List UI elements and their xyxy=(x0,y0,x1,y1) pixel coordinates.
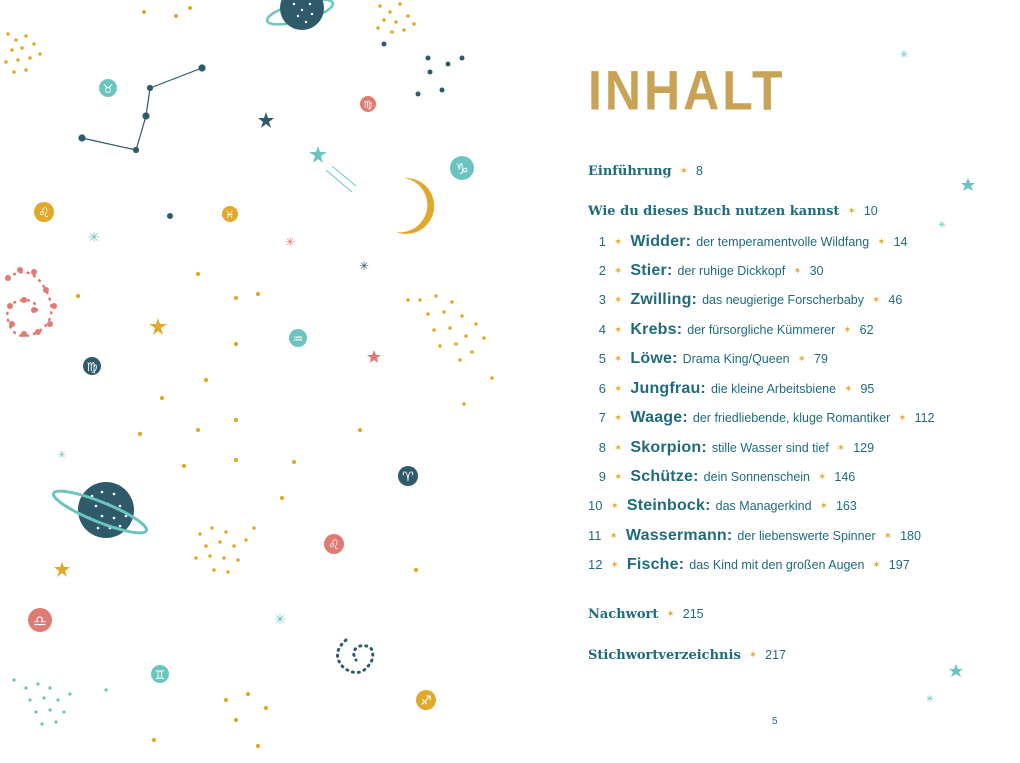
separator-star-icon: ✶ xyxy=(871,295,881,306)
sign-number: 6 xyxy=(598,381,606,396)
svg-text:✳: ✳ xyxy=(57,450,67,461)
toc-entry-title: Einführung xyxy=(588,164,672,179)
sign-description: der ruhige Dickkopf xyxy=(677,264,786,278)
sign-description: der friedliebende, kluge Romantiker xyxy=(692,411,891,425)
sparkle-icon: ✳ xyxy=(925,694,935,705)
taurus-icon xyxy=(99,79,117,97)
libra-icon xyxy=(28,608,52,632)
sign-name: Wassermann: xyxy=(625,527,733,544)
toc-entry-title: Stichwortverzeichnis xyxy=(588,648,741,663)
constellation xyxy=(79,65,205,153)
sparkle-icon: ✳ xyxy=(937,220,947,231)
planet-top xyxy=(265,0,335,30)
toc-entry-page: 8 xyxy=(696,164,703,178)
sign-number: 9 xyxy=(598,469,606,484)
svg-text:♌: ♌ xyxy=(328,538,340,553)
sign-description: stille Wasser sind tief xyxy=(711,441,829,455)
toc-entry-sign[interactable] xyxy=(588,556,910,574)
sign-description: das neugierige Forscherbaby xyxy=(702,293,864,307)
toc-entry-page: 46 xyxy=(888,293,903,307)
toc-entry-page: 215 xyxy=(682,607,704,621)
svg-text:♓: ♓ xyxy=(225,210,235,221)
planet-large xyxy=(50,482,150,540)
sign-name: Steinbock: xyxy=(626,497,711,514)
separator-star-icon: ✶ xyxy=(614,413,623,424)
star-icon xyxy=(54,562,70,577)
leo-icon xyxy=(324,534,344,554)
small-dots xyxy=(167,213,238,300)
svg-text:♎: ♎ xyxy=(33,612,47,630)
toc-entry-page: 95 xyxy=(860,382,875,396)
sign-name: Krebs: xyxy=(630,321,683,338)
separator-star-icon: ✶ xyxy=(836,443,846,454)
toc-entry-sign[interactable] xyxy=(594,291,902,309)
svg-text:♊: ♊ xyxy=(154,668,166,682)
sign-number: 4 xyxy=(598,322,606,337)
toc-entry-stichwortverzeichnis[interactable] xyxy=(588,648,786,663)
separator-star-icon: ✶ xyxy=(610,501,619,512)
sign-name: Skorpion: xyxy=(630,439,707,456)
separator-star-icon: ✶ xyxy=(844,384,853,395)
separator-star-icon: ✶ xyxy=(819,501,828,512)
moon-icon xyxy=(396,178,434,234)
separator-star-icon: ✶ xyxy=(877,237,886,248)
sign-name: Stier: xyxy=(630,262,673,279)
aquarius-icon xyxy=(289,329,307,347)
separator-star-icon: ✶ xyxy=(609,531,618,542)
sign-name: Fische: xyxy=(626,556,685,573)
toc-heading: INHALT xyxy=(588,59,786,122)
star-icon xyxy=(258,112,274,128)
toc-entry-buch-nutzen[interactable] xyxy=(588,204,878,219)
toc-entry-page: 146 xyxy=(834,470,856,484)
sign-number: 5 xyxy=(598,351,606,366)
svg-text:✳: ✳ xyxy=(284,235,296,249)
sign-number: 8 xyxy=(598,440,606,455)
dot-cluster-center xyxy=(194,526,256,574)
capricorn-icon xyxy=(450,156,474,180)
toc-entry-sign[interactable] xyxy=(594,321,874,339)
star-icon xyxy=(961,178,975,191)
sign-name: Waage: xyxy=(630,409,688,426)
sparkle-icon: ✳ xyxy=(899,48,909,61)
toc-entry-page: 30 xyxy=(809,264,824,278)
sign-number: 10 xyxy=(588,498,603,513)
sign-description: Drama King/Queen xyxy=(682,352,790,366)
sign-number: 3 xyxy=(598,292,606,307)
sign-number: 7 xyxy=(598,410,606,425)
sign-name: Schütze: xyxy=(630,468,699,485)
separator-star-icon: ✶ xyxy=(872,560,881,571)
toc-entry-page: 112 xyxy=(914,411,935,425)
separator-star-icon: ✶ xyxy=(818,472,827,483)
sign-description: das Managerkind xyxy=(715,499,812,513)
sign-description: der liebenswerte Spinner xyxy=(737,529,876,543)
toc-entry-page: 14 xyxy=(893,235,908,249)
svg-text:✳: ✳ xyxy=(358,259,370,273)
star-icon xyxy=(367,350,381,363)
dot-cluster-teal xyxy=(12,678,107,725)
toc-entry-nachwort[interactable] xyxy=(588,607,704,622)
pisces-icon xyxy=(222,206,238,222)
separator-star-icon: ✶ xyxy=(666,609,675,620)
svg-text:♑: ♑ xyxy=(455,160,469,178)
svg-text:♒: ♒ xyxy=(292,332,304,346)
toc-entry-sign[interactable] xyxy=(594,233,908,251)
separator-star-icon: ✶ xyxy=(614,295,623,306)
toc-entry-page: 180 xyxy=(900,529,921,543)
sign-description: dein Sonnenschein xyxy=(703,470,811,484)
toc-entry-page: 10 xyxy=(863,204,878,218)
dot-cluster-top-center xyxy=(376,2,416,34)
toc-entry-title: Nachwort xyxy=(588,607,659,622)
star-icon xyxy=(949,664,963,677)
separator-star-icon: ✶ xyxy=(883,531,893,542)
separator-star-icon: ✶ xyxy=(679,166,689,177)
sign-number: 2 xyxy=(598,263,606,278)
separator-star-icon: ✶ xyxy=(843,325,852,336)
spiral-coral xyxy=(5,267,57,337)
dot-cluster-top-left xyxy=(4,6,192,74)
sign-number: 12 xyxy=(588,557,603,572)
svg-text:♐: ♐ xyxy=(420,694,432,709)
toc-entry-page: 197 xyxy=(888,558,910,572)
toc-entry-page: 79 xyxy=(814,352,828,366)
separator-star-icon: ✶ xyxy=(610,560,619,571)
toc-entry-sign[interactable] xyxy=(594,380,874,398)
star-icon xyxy=(309,146,327,163)
toc-entry-sign[interactable] xyxy=(594,262,824,280)
svg-text:♈: ♈ xyxy=(402,470,414,485)
sign-name: Löwe: xyxy=(630,350,678,367)
separator-star-icon: ✶ xyxy=(614,325,623,336)
toc-entry-title: Wie du dieses Buch nutzen kannst xyxy=(588,204,840,219)
separator-star-icon: ✶ xyxy=(748,650,758,661)
toc-entry-sign[interactable] xyxy=(594,409,935,427)
separator-star-icon: ✶ xyxy=(614,266,623,277)
svg-text:♍: ♍ xyxy=(86,360,98,374)
separator-star-icon: ✶ xyxy=(614,237,623,248)
dot-field-yellow xyxy=(76,272,494,572)
sign-name: Zwilling: xyxy=(630,291,698,308)
sign-number: 11 xyxy=(588,528,602,543)
star-icon xyxy=(149,318,167,335)
svg-text:♉: ♉ xyxy=(102,82,114,96)
toc-entry-sign[interactable] xyxy=(588,497,857,515)
shooting-star xyxy=(326,166,356,192)
separator-star-icon: ✶ xyxy=(793,266,802,277)
separator-star-icon: ✶ xyxy=(614,354,623,365)
dot-cluster-navy xyxy=(382,42,465,97)
toc-entry-page: 163 xyxy=(835,499,857,513)
dot-cluster-bottom xyxy=(152,692,268,748)
sign-description: das Kind mit den großen Augen xyxy=(689,558,865,572)
separator-star-icon: ✶ xyxy=(847,206,856,217)
leo-icon xyxy=(34,202,54,222)
svg-text:✳: ✳ xyxy=(88,230,100,246)
sign-name: Jungfrau: xyxy=(630,380,706,397)
sign-description: der temperamentvolle Wildfang xyxy=(696,235,870,249)
toc-entry-sign[interactable] xyxy=(588,527,921,545)
gemini-icon xyxy=(151,665,169,683)
svg-text:✳: ✳ xyxy=(274,612,286,628)
svg-text:♌: ♌ xyxy=(38,206,50,221)
aries-icon xyxy=(398,466,418,486)
separator-star-icon: ✶ xyxy=(614,472,623,483)
sign-description: der fürsorgliche Kümmerer xyxy=(687,323,836,337)
page-number: 5 xyxy=(772,716,778,727)
sign-description: die kleine Arbeitsbiene xyxy=(710,382,837,396)
toc-entry-page: 62 xyxy=(859,323,874,337)
sign-name: Widder: xyxy=(630,233,692,250)
sign-number: 1 xyxy=(598,234,606,249)
virgo-icon xyxy=(360,96,376,112)
separator-star-icon: ✶ xyxy=(898,413,907,424)
toc-entry-sign[interactable] xyxy=(594,439,874,457)
toc-page xyxy=(510,0,1020,763)
spiral-navy xyxy=(337,640,372,673)
sagittarius-icon xyxy=(416,690,436,710)
toc-entry-einfuehrung[interactable] xyxy=(588,164,703,179)
cancer-icon xyxy=(83,357,101,375)
separator-star-icon: ✶ xyxy=(614,443,623,454)
toc-entry-page: 217 xyxy=(765,648,787,662)
toc-entry-page: 129 xyxy=(853,441,875,455)
separator-star-icon: ✶ xyxy=(614,384,623,395)
separator-star-icon: ✶ xyxy=(797,354,807,365)
svg-text:♍: ♍ xyxy=(363,100,373,111)
toc-entry-sign[interactable] xyxy=(594,350,828,368)
toc-entry-sign[interactable] xyxy=(594,468,855,486)
